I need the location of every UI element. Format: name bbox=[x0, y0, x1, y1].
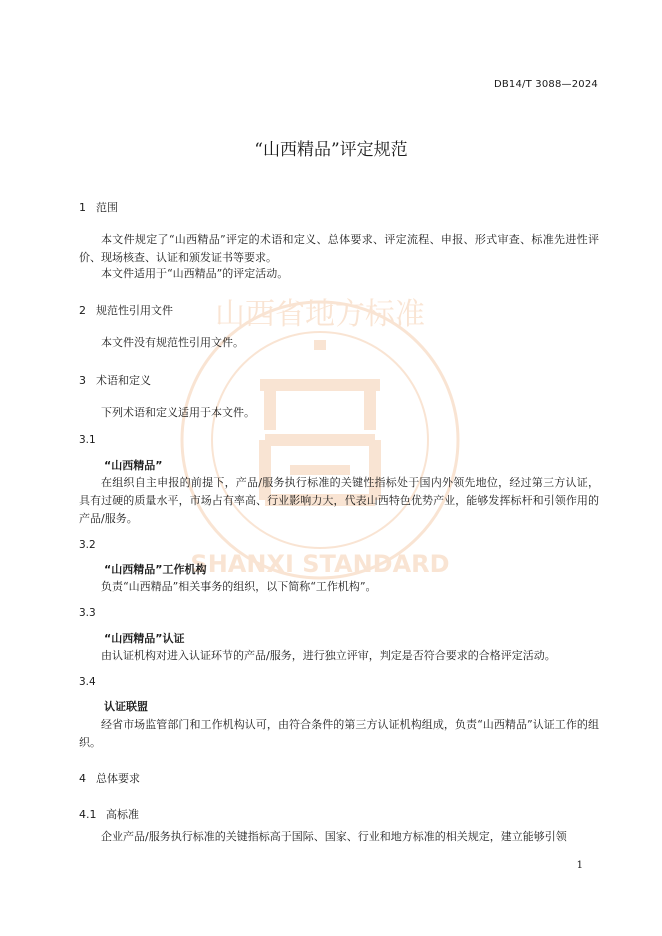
seal-bottom-text: SHANXI STANDARD bbox=[190, 550, 450, 578]
section-1-heading bbox=[79, 199, 118, 215]
section-title: 规范性引用文件 bbox=[96, 304, 173, 317]
section-2-paragraph-1: 本文件没有规范性引用文件。 bbox=[101, 336, 244, 349]
term-3-4-number: 3.4 bbox=[79, 676, 96, 688]
term-3-1-name: “山西精品” bbox=[104, 459, 163, 472]
section-3-paragraph-1: 下列术语和定义适用于本文件。 bbox=[101, 406, 255, 419]
seal-top-text: 山西省地方标准 bbox=[215, 297, 425, 332]
page-number: 1 bbox=[576, 860, 583, 871]
section-number: 4 bbox=[79, 772, 86, 785]
section-title: 范围 bbox=[96, 201, 118, 214]
term-3-4-definition: 经省市场监管部门和工作机构认可，由符合条件的第三方认证机构组成，负责“山西精品”认证工作的组织。 bbox=[79, 718, 599, 749]
section-1-paragraph-2: 本文件适用于“山西精品”的评定活动。 bbox=[101, 267, 289, 280]
section-4-heading bbox=[79, 770, 140, 786]
document-title: “山西精品”评定规范 bbox=[254, 140, 408, 160]
term-3-2-definition: 负责“山西精品”相关事务的组织，以下简称“工作机构”。 bbox=[101, 580, 377, 593]
term-3-1-definition: 在组织自主申报的前提下，产品/服务执行标准的关键性指标处于国内外领先地位，经过第三方认证，具有过硬的质量水平，市场占有率高、行业影响力大，代表山西特色优势产业，能够发挥标杆和引领作用的产品/服务。 bbox=[79, 476, 599, 525]
section-number: 1 bbox=[79, 201, 86, 214]
term-3-3-definition: 由认证机构对进入认证环节的产品/服务，进行独立评审，判定是否符合要求的合格评定活动。 bbox=[101, 649, 556, 662]
section-2-heading bbox=[79, 302, 173, 318]
subsection-title: 高标准 bbox=[106, 808, 139, 821]
term-3-3-name: “山西精品”认证 bbox=[104, 632, 185, 645]
section-1-paragraph-1: 本文件规定了“山西精品”评定的术语和定义、总体要求、评定流程、申报、形式审查、标准先进性评价、现场核查、认证和颁发证书等要求。 bbox=[79, 233, 599, 264]
subsection-number: 4.1 bbox=[79, 808, 97, 821]
term-3-2-number: 3.2 bbox=[79, 539, 96, 551]
term-3-3-number: 3.3 bbox=[79, 607, 96, 619]
section-title: 总体要求 bbox=[96, 772, 140, 785]
section-number: 2 bbox=[79, 304, 86, 317]
subsection-4-1-heading bbox=[79, 806, 139, 822]
document-number: DB14/T 3088—2024 bbox=[493, 79, 598, 90]
term-3-1-number: 3.1 bbox=[79, 434, 96, 446]
term-3-4-name: 认证联盟 bbox=[104, 700, 148, 713]
section-number: 3 bbox=[79, 374, 86, 387]
subsection-4-1-paragraph-1: 企业产品/服务执行标准的关键指标高于国际、国家、行业和地方标准的相关规定，建立能够引领 bbox=[101, 830, 567, 843]
term-3-2-name: “山西精品”工作机构 bbox=[104, 563, 207, 576]
section-3-heading bbox=[79, 372, 151, 388]
section-title: 术语和定义 bbox=[96, 374, 151, 387]
